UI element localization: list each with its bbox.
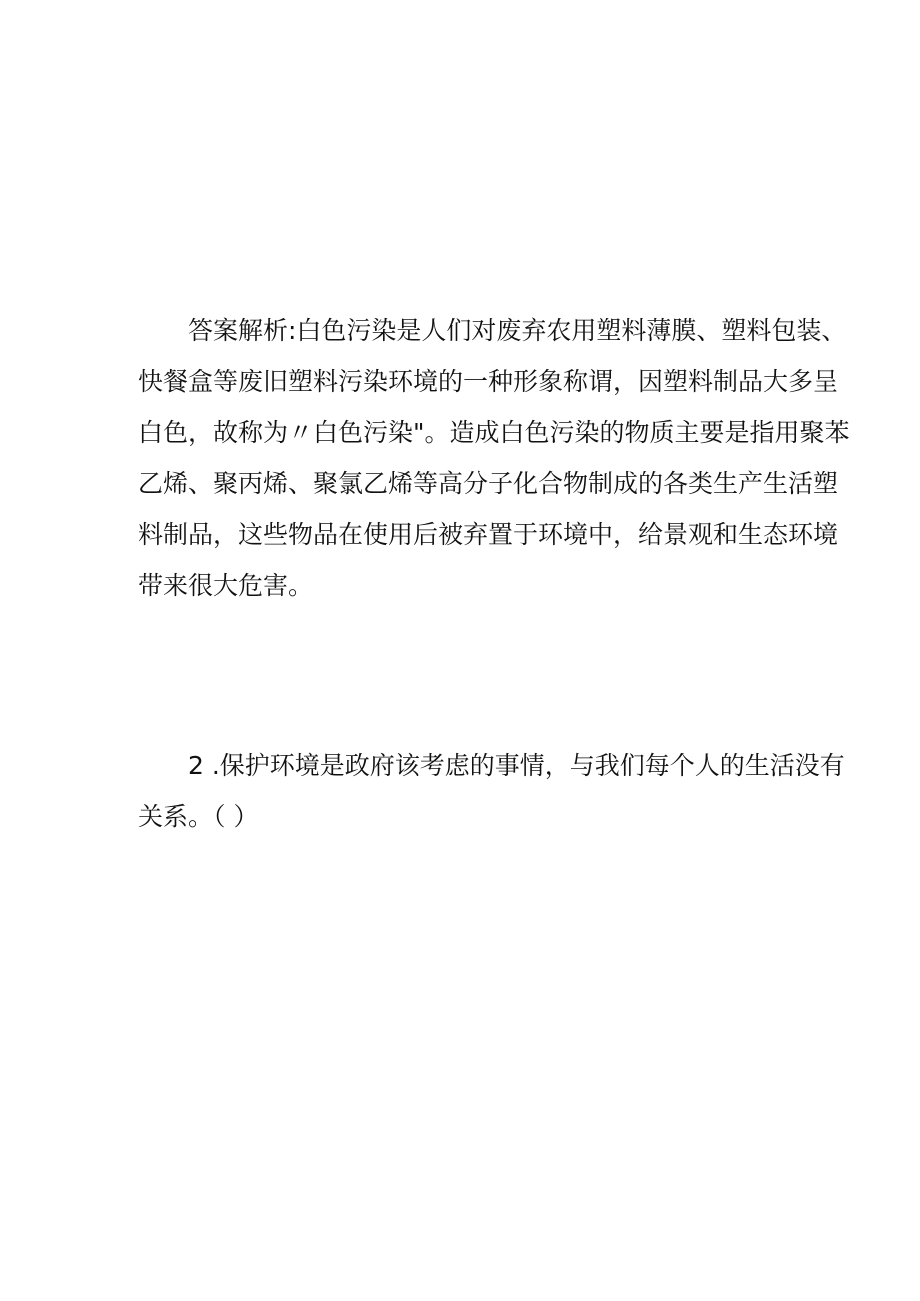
answer-explanation-paragraph: [138, 305, 850, 611]
question-line: 关系。（ ）: [138, 802, 259, 831]
answer-line: 带来很大危害。: [138, 571, 314, 600]
answer-line: 快餐盒等废旧塑料污染环境的一种形象称谓，因塑料制品大多呈: [138, 367, 839, 396]
answer-line: 料制品，这些物品在使用后被弃置于环境中，给景观和生态环境: [138, 520, 839, 549]
question-line: 2 .保护环境是政府该考虑的事情，与我们每个人的生活没有: [188, 751, 845, 780]
question-2-paragraph: [138, 740, 845, 842]
answer-line: 乙烯、聚丙烯、聚氯乙烯等高分子化合物制成的各类生产生活塑: [138, 469, 839, 498]
answer-line: 答案解析:白色污染是人们对废弃农用塑料薄膜、塑料包装、: [188, 316, 847, 345]
answer-line: 白色，故称为〃白色污染"。造成白色污染的物质主要是指用聚苯: [138, 418, 850, 447]
